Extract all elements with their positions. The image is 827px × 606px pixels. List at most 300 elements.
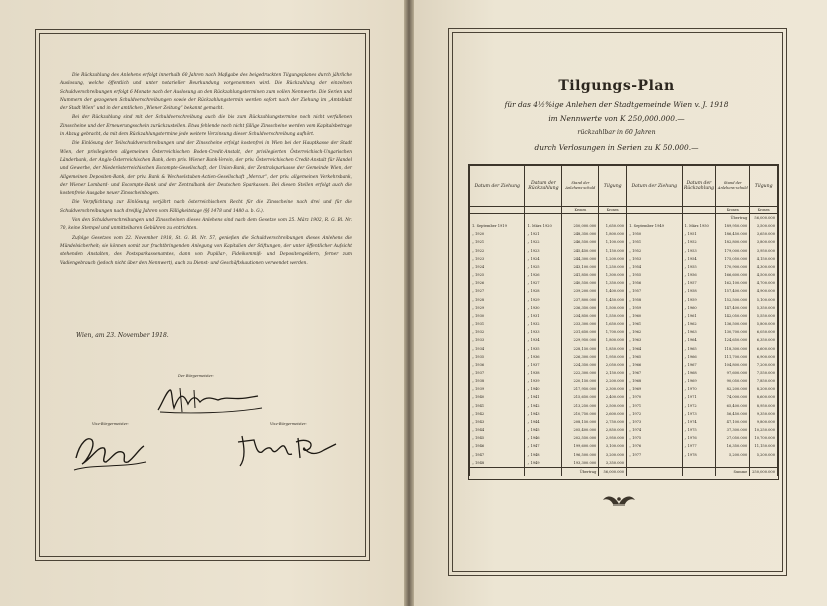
unit-cell <box>525 207 562 214</box>
table-row <box>470 296 778 304</box>
table-row <box>470 222 778 230</box>
table-row <box>470 361 778 369</box>
draw-date: „ 1974 <box>627 426 682 434</box>
redemption-amount: 1,450.000 <box>599 296 627 304</box>
repay-date: „ 1938 <box>525 369 562 377</box>
col-header-rueck: Datum der Rückzahlung <box>525 166 562 207</box>
repay-date: „ 1929 <box>525 296 562 304</box>
draw-date: „ 1936 <box>470 361 525 369</box>
redemption-amount: 4,500.000 <box>750 271 778 279</box>
draw-date: „ 1927 <box>470 287 525 295</box>
redemption-amount: 9,350.000 <box>750 410 778 418</box>
table-row <box>470 377 778 385</box>
repay-date: „ 1978 <box>682 451 716 459</box>
debt-balance: 237,800.000 <box>562 296 599 304</box>
draw-date: „ 1968 <box>627 377 682 385</box>
redemption-amount: 10,700.000 <box>750 434 778 442</box>
debt-balance: 74,000.000 <box>716 393 750 401</box>
empty-cell <box>716 459 750 468</box>
repay-date: „ 1959 <box>682 296 716 304</box>
empty-cell <box>682 467 716 476</box>
empty-cell <box>562 214 599 223</box>
repay-date: „ 1930 <box>525 304 562 312</box>
carry-label: Übertrag <box>716 214 750 223</box>
repay-date: „ 1923 <box>525 247 562 255</box>
redemption-amount: 1,150.000 <box>599 247 627 255</box>
draw-date: „ 1929 <box>470 304 525 312</box>
empty-cell <box>682 459 716 468</box>
debt-balance: 215,650.000 <box>562 393 599 401</box>
debt-balance: 226,300.000 <box>562 353 599 361</box>
redemption-amount: 6,900.000 <box>750 353 778 361</box>
draw-date: „ 1953 <box>627 255 682 263</box>
unit-cell: Kronen <box>599 207 627 214</box>
redemption-amount: 8,600.000 <box>750 393 778 401</box>
subtitle-nominal-value: im Nennwerte von K 250,000.000.— <box>548 114 685 123</box>
col-header-tilgung: Tilgung <box>750 166 778 207</box>
repay-date: „ 1952 <box>682 238 716 246</box>
repay-date: „ 1961 <box>682 312 716 320</box>
redemption-amount: 10,250.000 <box>750 426 778 434</box>
repay-date: „ 1953 <box>682 247 716 255</box>
debt-balance: 205,400.000 <box>562 426 599 434</box>
redemption-amount: 5,100.000 <box>750 296 778 304</box>
draw-date: „ 1933 <box>470 336 525 344</box>
mayor-signature <box>150 382 270 417</box>
draw-date: „ 1926 <box>470 279 525 287</box>
empty-cell <box>750 459 778 468</box>
debt-balance: 111,700.000 <box>716 353 750 361</box>
draw-date: „ 1977 <box>627 451 682 459</box>
debt-balance: 142,050.000 <box>716 312 750 320</box>
draw-date: „ 1931 <box>470 320 525 328</box>
redemption-amount: 3,500.000 <box>750 222 778 230</box>
table-row <box>470 238 778 246</box>
redemption-amount: 7,850.000 <box>750 377 778 385</box>
repay-date: „ 1955 <box>682 263 716 271</box>
empty-cell <box>525 214 562 223</box>
draw-date: „ 1956 <box>627 279 682 287</box>
date-line: Wien, am 23. November 1918. <box>76 332 169 339</box>
draw-date: „ 1934 <box>470 345 525 353</box>
draw-date: „ 1941 <box>470 402 525 410</box>
debt-balance: 210,750.000 <box>562 410 599 418</box>
table-body <box>470 207 778 477</box>
table-row <box>470 385 778 393</box>
debt-balance: 186,450.000 <box>716 230 750 238</box>
draw-date: „ 1920 <box>470 230 525 238</box>
redemption-amount: 2,400.000 <box>599 393 627 401</box>
draw-date: 1. September 1919 <box>470 222 525 230</box>
debt-balance: 231,650.000 <box>562 328 599 336</box>
repay-date: „ 1972 <box>682 402 716 410</box>
draw-date: „ 1947 <box>470 451 525 459</box>
debt-balance: 244,300.000 <box>562 255 599 263</box>
debt-balance: 162,100.000 <box>716 279 750 287</box>
table-row <box>470 312 778 320</box>
table-row <box>470 369 778 377</box>
draw-date: „ 1962 <box>627 328 682 336</box>
draw-date: „ 1957 <box>627 287 682 295</box>
empty-cell <box>627 214 682 223</box>
table-header-row <box>470 166 778 207</box>
units-row <box>470 207 778 214</box>
redemption-table <box>468 164 779 480</box>
carry-row <box>470 214 778 223</box>
redemption-amount: 1,650.000 <box>599 320 627 328</box>
table-row <box>470 230 778 238</box>
debt-balance: 193,300.000 <box>562 459 599 468</box>
paragraph: Zufolge Gesetzes vom 22. November 1918, St. G. Bl. Nr. 57, genießen die Schuldverschreibungen dieses Anlehens die Mündelsicherheit; sie können somit zur fruchtbringenden Anlegung von Kapitalien der Stiftungen, der unter öffentlicher Aufsicht stehenden Anstalten, des Postsparkassenamtes, dann von Pupillar-, Fideikommiß- und Depositengeldern, ferner zum Vadiengebrauch (jedoch nicht über den Nennwert), auch zu Dienst- und Geschäftskautionen verwendet werden. <box>60 235 352 266</box>
redemption-amount: 2,750.000 <box>599 418 627 426</box>
col-header-stand: Stand der Anlehens-schuld <box>716 166 750 207</box>
paragraph: Die Rückzahlung des Anlehens erfolgt innerhalb 60 Jahren nach Maßgabe des beigedruckten Tilgungsplanes durch jährliche Auslosung, welche öffentlich und unter notarieller Beurkundung vorgenommen wird. Die Rückzahlung der einzelnen Schuldverschreibungen erfolgt 6 Monate nach der Auslosung an den Rückzahlungsterminen zum vollen Nennwerte. Die Serien und Nummern der gezogenen Schuldverschreibungen sowie der Rückzahlungstermin werden sofort nach der Ziehung im „Amtsblatt der Stadt Wien“ und in der amtlichen „Wiener Zeitung“ bekannt gemacht. <box>60 73 352 112</box>
repay-date: „ 1928 <box>525 287 562 295</box>
empty-cell <box>599 214 627 223</box>
draw-date: „ 1945 <box>470 434 525 442</box>
repay-date: 1. März 1950 <box>682 222 716 230</box>
repay-date: „ 1977 <box>682 442 716 450</box>
repay-date: „ 1925 <box>525 263 562 271</box>
table-row <box>470 304 778 312</box>
draw-date: „ 1922 <box>470 247 525 255</box>
draw-date: „ 1973 <box>627 418 682 426</box>
draw-date: „ 1958 <box>627 296 682 304</box>
redemption-amount: 8,950.000 <box>750 402 778 410</box>
draw-date: 1. September 1949 <box>627 222 682 230</box>
draw-date: „ 1937 <box>470 369 525 377</box>
repay-date: „ 1966 <box>682 353 716 361</box>
draw-date: „ 1939 <box>470 385 525 393</box>
repay-date: „ 1960 <box>682 304 716 312</box>
redemption-amount: 2,150.000 <box>599 369 627 377</box>
repay-date: „ 1956 <box>682 271 716 279</box>
repay-date: „ 1967 <box>682 361 716 369</box>
repay-date: „ 1969 <box>682 377 716 385</box>
table-row <box>470 418 778 426</box>
redemption-amount: 3,100.000 <box>599 442 627 450</box>
debt-balance: 228,150.000 <box>562 345 599 353</box>
table-row <box>470 263 778 271</box>
sum-label: Summe <box>716 467 750 476</box>
debt-balance: 246,550.000 <box>562 238 599 246</box>
table-row <box>470 410 778 418</box>
redemption-amount: 5,350.000 <box>750 304 778 312</box>
repay-date: „ 1976 <box>682 434 716 442</box>
redemption-table-grid <box>469 165 778 476</box>
debt-balance: 243,100.000 <box>562 263 599 271</box>
repay-date: „ 1951 <box>682 230 716 238</box>
empty-cell <box>682 214 716 223</box>
col-header-datum: Datum der Ziehung <box>470 166 525 207</box>
debt-balance: 166,600.000 <box>716 271 750 279</box>
paragraph: Die Einlösung der Teilschuldverschreibungen und der Zinsscheine erfolgt kostenfrei in Wien bei der Hauptkasse der Stadt Wien, der privilegierten allgemeinen Österreichischen Boden-Credit-Anstalt, der privilegierten Österreichisch-Ungarischen Länderbank, der Anglo-Österreichischen Bank, dem priv. Wiener Bank-Verein, der priv. Österreichischen Credit-Anstalt für Handel und Gewerbe, der Niederösterreichischen Escompte-Gesellschaft, der Union-Bank, der Zentralsparkasse der Gemeinde Wien, der Allgemeinen Depositen-Bank, der priv. Bank & Wechselstuben-Actien-Gesellschaft „Mercur“, der priv. allgemeinen Verkehrsbank, der Wiener Lombard- und Escompte-Bank und der Zentralbank der Deutschen Sparkassen. Bei diesen Stellen erfolgt auch die kostenfreie Ausgabe neuer Zinsscheinbogen. <box>60 141 352 197</box>
redemption-amount: 11,150.000 <box>750 442 778 450</box>
redemption-amount: 1,300.000 <box>599 271 627 279</box>
repay-date: „ 1964 <box>682 336 716 344</box>
debt-balance: 27,050.000 <box>716 434 750 442</box>
draw-date: „ 1950 <box>627 230 682 238</box>
redemption-amount: 1,250.000 <box>599 263 627 271</box>
debt-balance: 182,800.000 <box>716 238 750 246</box>
repay-date: „ 1944 <box>525 418 562 426</box>
table-row <box>470 426 778 434</box>
repay-date: „ 1921 <box>525 230 562 238</box>
debt-balance: 245,450.000 <box>562 247 599 255</box>
debt-balance: 196,500.000 <box>562 451 599 459</box>
repay-date: „ 1936 <box>525 353 562 361</box>
redemption-amount: 5,800.000 <box>750 320 778 328</box>
debt-balance: 5,200.000 <box>716 451 750 459</box>
redemption-amount: 4,300.000 <box>750 263 778 271</box>
paragraph: Die Verpflichtung zur Einlösung verjährt nach österreichischem Recht für die Zinsscheine nach drei und für die Schuldverschreibungen nach dreißig Jahren vom Fälligkeitstage (§§ 1478 und 1480 a. b. G.). <box>60 200 352 214</box>
subtitle-loan: für das 4½%ige Anlehen der Stadtgemeinde Wien v. J. 1918 <box>504 100 729 109</box>
debt-balance: 234,850.000 <box>562 312 599 320</box>
repay-date: „ 1958 <box>682 287 716 295</box>
repay-date: „ 1927 <box>525 279 562 287</box>
redemption-amount: 1,500.000 <box>599 304 627 312</box>
repay-date: „ 1935 <box>525 345 562 353</box>
draw-date: „ 1966 <box>627 361 682 369</box>
unit-cell <box>627 207 682 214</box>
debt-balance: 170,900.000 <box>716 263 750 271</box>
table-row <box>470 402 778 410</box>
draw-date: „ 1928 <box>470 296 525 304</box>
draw-date: „ 1971 <box>627 402 682 410</box>
draw-date: „ 1944 <box>470 426 525 434</box>
repay-date: „ 1926 <box>525 271 562 279</box>
draw-date: „ 1923 <box>470 255 525 263</box>
unit-cell: Kronen <box>716 207 750 214</box>
repay-date: „ 1971 <box>682 393 716 401</box>
repay-date: „ 1943 <box>525 410 562 418</box>
debt-balance: 175,050.000 <box>716 255 750 263</box>
draw-date: „ 1935 <box>470 353 525 361</box>
redemption-amount: 3,800.000 <box>750 238 778 246</box>
col-header-rueck: Datum der Rückzahlung <box>682 166 716 207</box>
draw-date: „ 1924 <box>470 263 525 271</box>
book-spine <box>404 0 414 606</box>
draw-date: „ 1961 <box>627 320 682 328</box>
repay-date: „ 1949 <box>525 459 562 468</box>
unit-cell: Kronen <box>562 207 599 214</box>
draw-date: „ 1975 <box>627 434 682 442</box>
draw-date: „ 1965 <box>627 353 682 361</box>
debt-balance: 189,950.000 <box>716 222 750 230</box>
vice-mayor-signature-2 <box>232 428 342 470</box>
debt-balance: 82,200.000 <box>716 385 750 393</box>
col-header-tilgung: Tilgung <box>599 166 627 207</box>
table-row <box>470 451 778 459</box>
draw-date: „ 1940 <box>470 393 525 401</box>
redemption-amount: 3,650.000 <box>750 230 778 238</box>
draw-date: „ 1942 <box>470 410 525 418</box>
repay-date: „ 1945 <box>525 426 562 434</box>
redemption-amount: 1,350.000 <box>599 279 627 287</box>
repay-date: „ 1975 <box>682 426 716 434</box>
draw-date: „ 1963 <box>627 336 682 344</box>
redemption-amount: 4,700.000 <box>750 279 778 287</box>
debt-balance: 229,950.000 <box>562 336 599 344</box>
mayor-label: Der Bürgermeister: <box>178 374 214 378</box>
redemption-amount: 9,800.000 <box>750 418 778 426</box>
repay-date: „ 1940 <box>525 385 562 393</box>
repay-date: „ 1941 <box>525 393 562 401</box>
repay-date: „ 1963 <box>682 328 716 336</box>
redemption-amount: 6,050.000 <box>750 328 778 336</box>
redemption-amount: 1,950.000 <box>599 353 627 361</box>
debt-balance: 250,000.000 <box>562 222 599 230</box>
redemption-amount: 3,200.000 <box>599 451 627 459</box>
debt-balance: 65,400.000 <box>716 402 750 410</box>
table-row <box>470 255 778 263</box>
col-header-datum: Datum der Ziehung <box>627 166 682 207</box>
redemption-amount: 1,850.000 <box>599 345 627 353</box>
debt-balance: 152,500.000 <box>716 296 750 304</box>
table-row <box>470 271 778 279</box>
draw-date: „ 1970 <box>627 393 682 401</box>
repay-date: „ 1957 <box>682 279 716 287</box>
draw-date: „ 1930 <box>470 312 525 320</box>
carry-value: 56,000.000 <box>750 214 778 223</box>
draw-date: „ 1960 <box>627 312 682 320</box>
redemption-amount: 3,350.000 <box>599 459 627 468</box>
redemption-amount: 7,200.000 <box>750 361 778 369</box>
redemption-amount: 6,350.000 <box>750 336 778 344</box>
repay-date: „ 1948 <box>525 451 562 459</box>
table-row <box>470 287 778 295</box>
ornament-icon <box>599 490 639 508</box>
draw-date: „ 1932 <box>470 328 525 336</box>
empty-cell <box>627 467 682 476</box>
sum-value: 250,000.000 <box>750 467 778 476</box>
table-row <box>470 336 778 344</box>
subtitle-term: rückzahlbar in 60 Jahren <box>577 129 656 136</box>
debt-balance: 37,300.000 <box>716 426 750 434</box>
draw-date: „ 1943 <box>470 418 525 426</box>
repay-date: „ 1922 <box>525 238 562 246</box>
table-row <box>470 393 778 401</box>
terms-text <box>60 72 352 269</box>
table-row <box>470 442 778 450</box>
debt-balance: 236,350.000 <box>562 304 599 312</box>
redemption-amount: 2,050.000 <box>599 361 627 369</box>
repay-date: „ 1970 <box>682 385 716 393</box>
redemption-amount: 1,200.000 <box>599 255 627 263</box>
repay-date: „ 1946 <box>525 434 562 442</box>
repay-date: „ 1954 <box>682 255 716 263</box>
debt-balance: 130,700.000 <box>716 328 750 336</box>
repay-date: „ 1973 <box>682 410 716 418</box>
draw-date: „ 1959 <box>627 304 682 312</box>
debt-balance: 104,800.000 <box>716 361 750 369</box>
repay-date: „ 1974 <box>682 418 716 426</box>
redemption-amount: 2,500.000 <box>599 402 627 410</box>
table-row <box>470 345 778 353</box>
repay-date: 1. März 1920 <box>525 222 562 230</box>
debt-balance: 90,050.000 <box>716 377 750 385</box>
table-row <box>470 320 778 328</box>
debt-balance: 241,850.000 <box>562 271 599 279</box>
col-header-stand: Stand der Anlehens-schuld <box>562 166 599 207</box>
repay-date: „ 1947 <box>525 442 562 450</box>
repay-date: „ 1939 <box>525 377 562 385</box>
redemption-amount: 2,600.000 <box>599 410 627 418</box>
plan-title: Tilgungs-Plan <box>558 78 675 94</box>
debt-balance: 47,100.000 <box>716 418 750 426</box>
debt-balance: 220,150.000 <box>562 377 599 385</box>
repay-date: „ 1942 <box>525 402 562 410</box>
repay-date: „ 1933 <box>525 328 562 336</box>
debt-balance: 147,400.000 <box>716 304 750 312</box>
redemption-amount: 1,700.000 <box>599 328 627 336</box>
vice-mayor-label-2: Vize-Bürgermeister: <box>270 422 307 426</box>
draw-date: „ 1955 <box>627 271 682 279</box>
repay-date: „ 1931 <box>525 312 562 320</box>
table-row <box>470 434 778 442</box>
debt-balance: 217,950.000 <box>562 385 599 393</box>
debt-balance: 136,500.000 <box>716 320 750 328</box>
sum-row <box>470 467 778 476</box>
empty-cell <box>525 467 562 476</box>
draw-date: „ 1951 <box>627 238 682 246</box>
empty-cell <box>470 214 525 223</box>
debt-balance: 97,600.000 <box>716 369 750 377</box>
repay-date: „ 1937 <box>525 361 562 369</box>
redemption-amount: 2,200.000 <box>599 377 627 385</box>
unit-cell <box>682 207 716 214</box>
draw-date: „ 1952 <box>627 247 682 255</box>
draw-date: „ 1925 <box>470 271 525 279</box>
sum-label: Übertrag <box>562 467 599 476</box>
redemption-amount: 7,550.000 <box>750 369 778 377</box>
empty-cell <box>470 467 525 476</box>
redemption-amount: 6,600.000 <box>750 345 778 353</box>
debt-balance: 118,300.000 <box>716 345 750 353</box>
debt-balance: 239,200.000 <box>562 287 599 295</box>
redemption-amount: 1,800.000 <box>599 230 627 238</box>
debt-balance: 124,650.000 <box>716 336 750 344</box>
table-row <box>470 459 778 468</box>
repay-date: „ 1934 <box>525 336 562 344</box>
redemption-amount: 1,400.000 <box>599 287 627 295</box>
redemption-amount: 5,200.000 <box>750 451 778 459</box>
debt-balance: 213,250.000 <box>562 402 599 410</box>
draw-date: „ 1976 <box>627 442 682 450</box>
draw-date: „ 1938 <box>470 377 525 385</box>
paragraph: Von den Schuldverschreibungen und Zinsscheinen dieses Anlehens sind nach dem Gesetze vom 25. März 1902, R. G. Bl. Nr. 70, keine Stempel und unmittelbaren Gebühren zu entrichten. <box>60 218 352 232</box>
redemption-amount: 3,950.000 <box>750 247 778 255</box>
table-row <box>470 247 778 255</box>
debt-balance: 202,550.000 <box>562 434 599 442</box>
redemption-amount: 1,650.000 <box>599 222 627 230</box>
draw-date: „ 1954 <box>627 263 682 271</box>
redemption-amount: 2,950.000 <box>599 434 627 442</box>
table-row <box>470 353 778 361</box>
repay-date: „ 1932 <box>525 320 562 328</box>
redemption-amount: 8,200.000 <box>750 385 778 393</box>
vice-mayor-signature-1 <box>70 428 150 476</box>
redemption-amount: 2,300.000 <box>599 385 627 393</box>
table-row <box>470 279 778 287</box>
draw-date: „ 1948 <box>470 459 525 468</box>
vice-mayor-label-1: Vize-Bürgermeister: <box>92 422 129 426</box>
debt-balance: 16,350.000 <box>716 442 750 450</box>
repay-date: „ 1968 <box>682 369 716 377</box>
redemption-amount: 4,900.000 <box>750 287 778 295</box>
draw-date: „ 1972 <box>627 410 682 418</box>
debt-balance: 179,000.000 <box>716 247 750 255</box>
